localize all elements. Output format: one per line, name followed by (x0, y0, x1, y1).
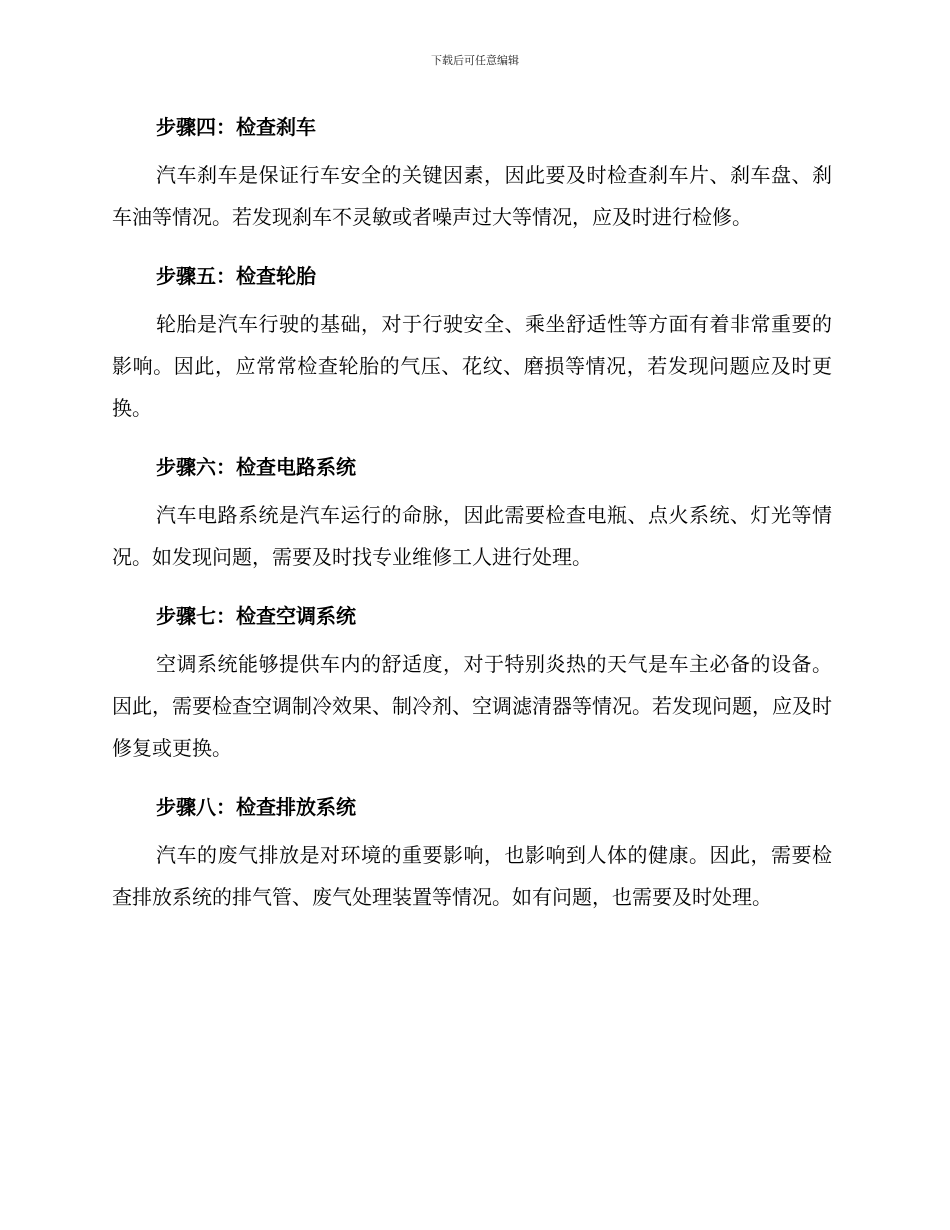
section-step-8 (112, 788, 832, 918)
step-paragraph: 汽车电路系统是汽车运行的命脉，因此需要检查电瓶、点火系统、灯光等情况。如发现问题，需要及时找专业维修工人进行处理。 (112, 503, 832, 569)
step-heading: 步骤五：检查轮胎 (156, 264, 316, 288)
step-paragraph: 汽车的废气排放是对环境的重要影响，也影响到人体的健康。因此，需要检查排放系统的排气管、废气处理装置等情况。如有问题，也需要及时处理。 (112, 843, 832, 909)
page-header: 下载后可任意编辑 (431, 54, 519, 67)
section-step-4 (112, 108, 832, 238)
step-paragraph: 空调系统能够提供车内的舒适度，对于特别炎热的天气是车主必备的设备。因此，需要检查空调制冷效果、制冷剂、空调滤清器等情况。若发现问题，应及时修复或更换。 (112, 652, 832, 760)
document-body (112, 108, 832, 937)
step-paragraph: 轮胎是汽车行驶的基础，对于行驶安全、乘坐舒适性等方面有着非常重要的影响。因此，应常常检查轮胎的气压、花纹、磨损等情况，若发现问题应及时更换。 (112, 312, 832, 420)
step-heading: 步骤八：检查排放系统 (156, 795, 356, 819)
step-paragraph: 汽车刹车是保证行车安全的关键因素，因此要及时检查刹车片、刹车盘、刹车油等情况。若发现刹车不灵敏或者噪声过大等情况，应及时进行检修。 (112, 163, 832, 229)
step-heading: 步骤六：检查电路系统 (156, 455, 356, 479)
step-heading: 步骤七：检查空调系统 (156, 604, 356, 628)
section-step-5 (112, 257, 832, 429)
section-step-7 (112, 597, 832, 769)
step-heading: 步骤四：检查刹车 (156, 115, 316, 139)
section-step-6 (112, 448, 832, 578)
